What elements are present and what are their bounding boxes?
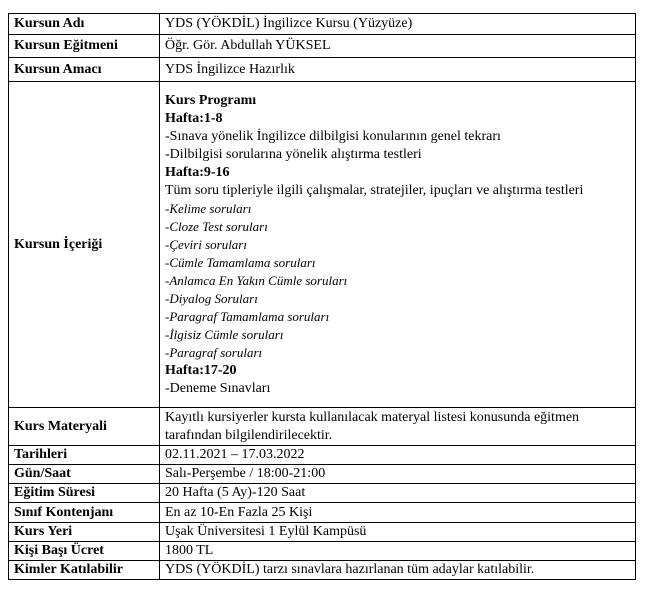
week2-item: -Kelime soruları xyxy=(165,200,252,216)
row-course-name xyxy=(9,14,636,35)
value-schedule: Salı-Perşembe / 18:00-21:00 xyxy=(160,465,636,484)
row-content xyxy=(9,82,636,408)
week2-item: -Cloze Test soruları xyxy=(165,218,268,234)
value-material: Kayıtlı kursiyerler kursta kullanılacak materyal listesi konusunda eğitmen tarafından bilgilendirilecektir. xyxy=(160,408,636,446)
value-location: Uşak Üniversitesi 1 Eylül Kampüsü xyxy=(160,523,636,542)
row-duration xyxy=(9,484,636,503)
value-course-name: YDS (YÖKDİL) İngilizce Kursu (Yüzyüze) xyxy=(160,14,636,35)
label-purpose: Kursun Amacı xyxy=(9,58,160,82)
value-purpose: YDS İngilizce Hazırlık xyxy=(160,58,636,82)
value-instructor: Öğr. Gör. Abdullah YÜKSEL xyxy=(160,35,636,58)
label-capacity: Sınıf Kontenjanı xyxy=(9,503,160,523)
week1-title: Hafta:1-8 xyxy=(165,110,223,126)
week3-title: Hafta:17-20 xyxy=(165,362,237,378)
row-purpose xyxy=(9,58,636,82)
value-capacity: En az 10-En Fazla 25 Kişi xyxy=(160,503,636,523)
week1-item: -Sınava yönelik İngilizce dilbilgisi konularının genel tekrarı xyxy=(165,128,501,144)
row-audience xyxy=(9,561,636,580)
row-capacity xyxy=(9,503,636,523)
label-schedule: Gün/Saat xyxy=(9,465,160,484)
label-instructor: Kursun Eğitmeni xyxy=(9,35,160,58)
week2-item: -Cümle Tamamlama soruları xyxy=(165,254,316,270)
row-location xyxy=(9,523,636,542)
row-instructor xyxy=(9,35,636,58)
row-fee xyxy=(9,542,636,561)
row-schedule xyxy=(9,465,636,484)
week1-item: -Dilbilgisi sorularına yönelik alıştırma testleri xyxy=(165,146,422,162)
label-audience: Kimler Katılabilir xyxy=(9,561,160,580)
week2-item: -Anlamca En Yakın Cümle soruları xyxy=(165,272,348,288)
week3-item: -Deneme Sınavları xyxy=(165,380,271,396)
row-dates xyxy=(9,446,636,465)
week2-item: -Diyalog Soruları xyxy=(165,290,258,306)
week2-title: Hafta:9-16 xyxy=(165,164,230,180)
label-fee: Kişi Başı Ücret xyxy=(9,542,160,561)
week2-item: -Paragraf soruları xyxy=(165,344,263,360)
value-audience: YDS (YÖKDİL) tarzı sınavlara hazırlanan tüm adaylar katılabilir. xyxy=(160,561,636,580)
program-title: Kurs Programı xyxy=(165,92,257,108)
label-course-name: Kursun Adı xyxy=(9,14,160,35)
label-location: Kurs Yeri xyxy=(9,523,160,542)
week2-item: -Çeviri soruları xyxy=(165,236,247,252)
row-material xyxy=(9,408,636,446)
week2-item: -İlgisiz Cümle soruları xyxy=(165,326,284,342)
label-material: Kurs Materyali xyxy=(9,408,160,446)
week2-item: -Paragraf Tamamlama soruları xyxy=(165,308,330,324)
label-duration: Eğitim Süresi xyxy=(9,484,160,503)
label-content: Kursun İçeriği xyxy=(9,82,160,408)
course-info-table xyxy=(8,13,636,580)
value-content xyxy=(160,82,636,408)
label-dates: Tarihleri xyxy=(9,446,160,465)
value-duration: 20 Hafta (5 Ay)-120 Saat xyxy=(160,484,636,503)
week2-intro: Tüm soru tipleriyle ilgili çalışmalar, stratejiler, ipuçları ve alıştırma testleri xyxy=(165,182,584,198)
value-fee: 1800 TL xyxy=(160,542,636,561)
value-dates: 02.11.2021 – 17.03.2022 xyxy=(160,446,636,465)
